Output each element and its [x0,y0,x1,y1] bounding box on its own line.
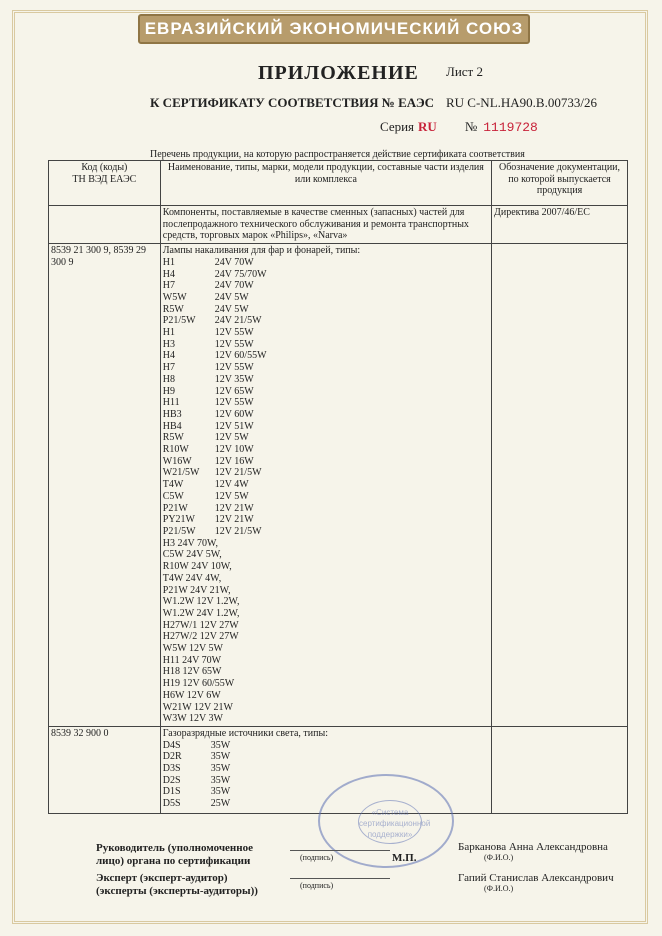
list-item: H27W/2 12V 27W [162,631,239,643]
lamp-spec: 12V 16W [214,455,254,467]
lamp-type: R5W [162,303,184,315]
lamp-type: D3S [162,763,181,775]
list-item [163,740,489,752]
lamp-spec: 25W [210,798,231,810]
lamp-type: H4 [162,350,175,362]
expert-label-2: (эксперты (эксперты-аудиторы)) [96,885,258,897]
lamp-type: D1S [162,786,181,798]
series-line [380,119,538,135]
union-banner: ЕВРАЗИЙСКИЙ ЭКОНОМИЧЕСКИЙ СОЮЗ [138,14,530,44]
group2-doc [492,726,628,813]
list-item [163,491,489,503]
lamp-type: D5S [162,798,181,810]
list-item [163,503,489,515]
head-label-2: лицо) органа по сертификации [96,855,251,867]
col-code-header: Код (коды) ТН ВЭД ЕАЭС [49,161,161,206]
page-title: ПРИЛОЖЕНИЕ [258,62,419,84]
lamp-type: W16W [162,455,192,467]
lamp-spec: 12V 51W [214,420,254,432]
list-item [163,292,489,304]
list-item: W1.2W 24V 1.2W, [162,607,240,619]
group1-doc [492,244,628,727]
lamp-spec: 12V 55W [214,338,254,350]
lamp-spec: 35W [210,786,231,798]
lamp-spec: 24V 70W [214,280,254,292]
list-item [163,350,489,362]
lamp-type: H1 [162,327,175,339]
list-item [163,315,489,327]
group1-code: 8539 21 300 9, 8539 29 300 9 [49,244,161,727]
lamp-spec: 12V 21/5W [214,467,262,479]
lamp-type: H9 [162,385,175,397]
lamp-spec: 12V 55W [214,327,254,339]
list-item [163,751,489,763]
lamp-type: H3 [162,338,175,350]
head-fio-caption: (Ф.И.О.) [484,853,514,862]
lamp-type: W21/5W [162,467,200,479]
list-item [163,421,489,433]
list-item: C5W 24V 5W, [162,549,222,561]
lamp-type: H7 [162,280,175,292]
lamp-type: D2R [162,751,182,763]
lamp-type: R5W [162,432,184,444]
lamp-type: HB4 [162,420,182,432]
table-header-row [49,161,628,206]
list-item: P21W 24V 21W, [162,584,231,596]
lamp-spec: 12V 55W [214,362,254,374]
section-code-cell [49,206,161,244]
series-label: Серия [380,119,415,134]
col-doc-header: Обозначение документации, по которой выпускается продукция [492,161,628,206]
list-item [163,409,489,421]
group1-lines [163,538,489,725]
lamp-type: D2S [162,774,181,786]
lamp-type: R10W [162,444,189,456]
lamp-spec: 35W [210,751,231,763]
lamp-spec: 24V 5W [214,303,249,315]
lamp-type: P21/5W [162,315,196,327]
list-item: H11 24V 70W [162,654,222,666]
lamp-spec: 24V 70W [214,256,254,268]
lamp-spec: 12V 5W [214,490,249,502]
lamp-spec: 12V 21W [214,502,254,514]
lamp-spec: 24V 21/5W [214,315,262,327]
list-item: T4W 24V 4W, [162,572,222,584]
list-item [163,432,489,444]
lamp-spec: 12V 4W [214,479,249,491]
head-signature-line [290,850,390,851]
list-item: H27W/1 12V 27W [162,619,239,631]
group2-title: Газоразрядные источники света, типы: [162,727,328,739]
lamp-type: D4S [162,739,181,751]
list-item: W21W 12V 21W [162,701,233,713]
list-item [163,269,489,281]
number-label: № [464,119,478,134]
list-item [163,280,489,292]
table-row [49,244,628,727]
expert-signature-line [290,878,390,879]
list-item [163,444,489,456]
list-item [163,397,489,409]
list-item: H6W 12V 6W [162,689,221,701]
list-item [163,775,489,787]
lamp-spec: 35W [210,763,231,775]
lamp-type: T4W [162,479,184,491]
lamp-spec: 12V 5W [214,432,249,444]
lamp-spec: 12V 21W [214,514,254,526]
page-subtitle: К СЕРТИФИКАТУ СООТВЕТСТВИЯ № ЕАЭС [150,95,435,110]
lamp-type: H7 [162,362,175,374]
list-item: H3 24V 70W, [162,537,219,549]
list-item [163,526,489,538]
stamp-place-label: М.П. [392,852,417,864]
lamp-spec: 12V 65W [214,385,254,397]
lamp-type: H4 [162,268,175,280]
lamp-type: H8 [162,373,175,385]
section-document: Директива 2007/46/ЕС [492,206,628,244]
section-description: Компоненты, поставляемые в качестве сменных (запасных) частей для послепродажного технического обслуживания и ремонта транспортных средств, торговых марок «Philips», «Narva» [160,206,491,244]
list-item [163,763,489,775]
list-item: H18 12V 65W [162,666,222,678]
lamp-type: H11 [162,397,180,409]
list-item: R10W 24V 10W, [162,561,232,573]
lamp-spec: 12V 21/5W [214,525,262,537]
expert-name: Гапий Станислав Александрович [458,872,614,884]
series-value: RU [418,119,437,134]
certificate-number: RU C-NL.НА90.В.00733/26 [446,95,597,110]
head-name: Барканова Анна Александровна [458,841,608,853]
table-caption: Перечень продукции, на которую распространяется действие сертификата соответствия [150,149,525,160]
lamp-type: W5W [162,291,187,303]
list-item: W3W 12V 3W [162,713,223,725]
list-item: W1.2W 12V 1.2W, [162,596,240,608]
list-item [163,514,489,526]
expert-signature-caption: (подпись) [300,881,334,890]
col-name-header: Наименование, типы, марки, модели продукции, составные части изделия или комплекса [160,161,491,206]
list-item: H19 12V 60/55W [162,678,235,690]
list-item: W5W 12V 5W [162,643,223,655]
sheet-number: Лист 2 [446,64,483,79]
list-item [163,362,489,374]
lamp-type: C5W [162,490,184,502]
lamp-spec: 12V 55W [214,397,254,409]
lamp-spec: 12V 35W [214,373,254,385]
lamp-spec: 24V 5W [214,291,249,303]
lamp-spec: 35W [210,739,231,751]
list-item [163,374,489,386]
lamp-type: P21W [162,502,188,514]
expert-fio-caption: (Ф.И.О.) [484,884,514,893]
list-item [163,386,489,398]
lamp-type: P21/5W [162,525,196,537]
list-item [163,339,489,351]
group2-code: 8539 32 900 0 [49,726,161,813]
head-label-1: Руководитель (уполномоченное [96,842,253,854]
lamp-type: H1 [162,256,175,268]
head-signature-caption: (подпись) [300,853,334,862]
lamp-spec: 24V 75/70W [214,268,267,280]
list-item [163,257,489,269]
lamp-type: HB3 [162,408,182,420]
expert-label-1: Эксперт (эксперт-аудитор) [96,872,228,884]
lamp-type: PY21W [162,514,195,526]
group1-items [163,257,489,538]
lamp-spec: 12V 60W [214,408,254,420]
list-item [163,304,489,316]
group1-title: Лампы накаливания для фар и фонарей, типы: [162,245,361,257]
lamp-spec: 12V 10W [214,444,254,456]
product-table [48,160,628,814]
list-item [163,467,489,479]
seal-stamp-center: «Система сертификационной поддержки» [358,800,422,844]
list-item [163,479,489,491]
list-item [163,327,489,339]
lamp-spec: 35W [210,774,231,786]
lamp-spec: 12V 60/55W [214,350,267,362]
table-row [49,206,628,244]
group1-cell [160,244,491,727]
list-item [163,456,489,468]
blank-number: 1119728 [483,120,538,135]
